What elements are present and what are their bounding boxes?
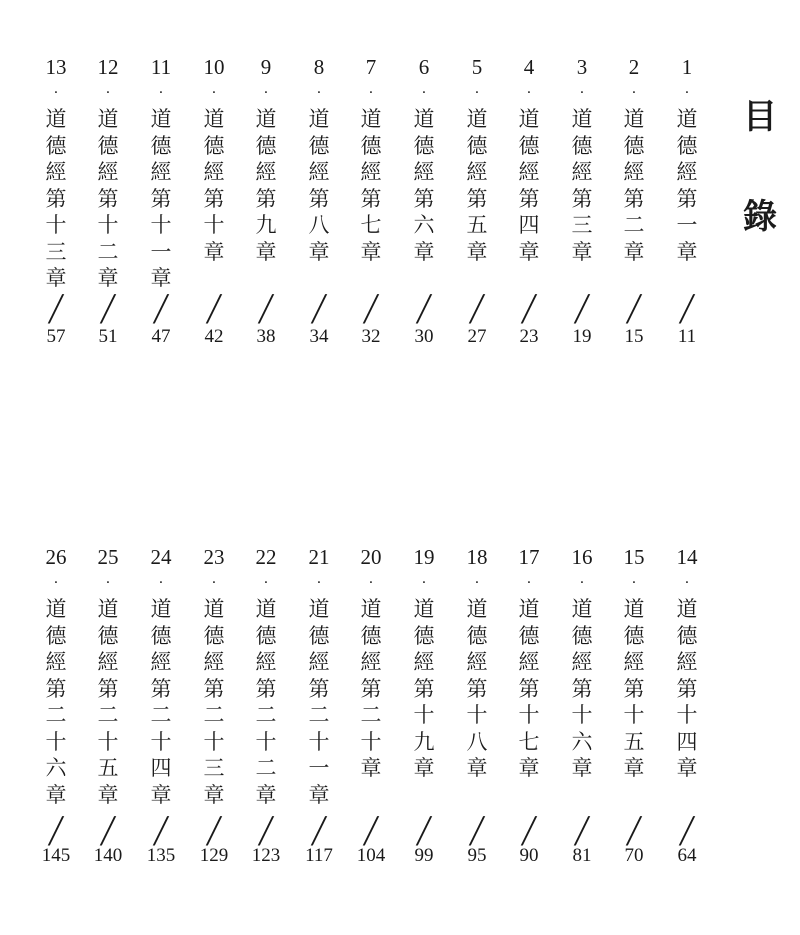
toc-entry[interactable] xyxy=(297,54,341,265)
chapter-title: 道 德 經 第 十 四 章 xyxy=(676,597,698,780)
dot-separator: · xyxy=(474,575,480,591)
chapter-number: 3 xyxy=(576,55,588,79)
toc-entry[interactable] xyxy=(349,544,393,782)
toc-entry[interactable] xyxy=(139,544,183,808)
chapter-title: 道 德 經 第 二 十 三 章 xyxy=(203,597,225,807)
slash-separator: ╱ xyxy=(153,294,169,324)
page-number: 15 xyxy=(624,326,644,347)
toc-entry[interactable] xyxy=(192,544,236,808)
dot-separator: · xyxy=(631,575,637,591)
dot-separator: · xyxy=(53,85,59,101)
chapter-title: 道 德 經 第 十 二 章 xyxy=(97,107,119,290)
page-number: 135 xyxy=(146,845,176,866)
chapter-title: 道 德 經 第 七 章 xyxy=(360,107,382,264)
toc-entry[interactable] xyxy=(139,54,183,292)
toc-entry[interactable] xyxy=(507,54,551,265)
toc-entry[interactable] xyxy=(665,54,709,265)
chapter-number: 17 xyxy=(518,545,540,569)
chapter-title: 道 德 經 第 二 十 四 章 xyxy=(150,597,172,807)
slash-separator: ╱ xyxy=(416,294,432,324)
dot-separator: · xyxy=(368,575,374,591)
chapter-title: 道 德 經 第 二 十 章 xyxy=(360,597,382,780)
dot-separator: · xyxy=(474,85,480,101)
chapter-number: 6 xyxy=(418,55,430,79)
dot-separator: · xyxy=(316,85,322,101)
page-number: 42 xyxy=(204,326,224,347)
dot-separator: · xyxy=(158,85,164,101)
slash-separator: ╱ xyxy=(48,294,64,324)
slash-separator: ╱ xyxy=(363,816,379,846)
slash-separator: ╱ xyxy=(311,294,327,324)
chapter-number: 2 xyxy=(628,55,640,79)
chapter-title: 道 德 經 第 九 章 xyxy=(255,107,277,264)
dot-separator: · xyxy=(421,85,427,101)
chapter-number: 4 xyxy=(523,55,535,79)
chapter-title: 道 德 經 第 八 章 xyxy=(308,107,330,264)
chapter-number: 20 xyxy=(360,545,382,569)
chapter-number: 5 xyxy=(471,55,483,79)
slash-separator: ╱ xyxy=(258,294,274,324)
slash-separator: ╱ xyxy=(416,816,432,846)
slash-separator: ╱ xyxy=(574,816,590,846)
slash-separator: ╱ xyxy=(626,294,642,324)
chapter-number: 12 xyxy=(97,55,119,79)
chapter-title: 道 德 經 第 三 章 xyxy=(571,107,593,264)
chapter-number: 24 xyxy=(150,545,172,569)
chapter-title: 道 德 經 第 二 十 一 章 xyxy=(308,597,330,807)
page-number: 34 xyxy=(309,326,329,347)
toc-entry[interactable] xyxy=(192,54,236,265)
chapter-title: 道 德 經 第 二 十 五 章 xyxy=(97,597,119,807)
dot-separator: · xyxy=(105,85,111,101)
dot-separator: · xyxy=(579,575,585,591)
page-number: 99 xyxy=(414,845,434,866)
toc-entry[interactable] xyxy=(34,54,78,292)
page-number: 64 xyxy=(677,845,697,866)
chapter-number: 9 xyxy=(260,55,272,79)
page-number: 47 xyxy=(151,326,171,347)
toc-entry[interactable] xyxy=(402,544,446,782)
chapter-number: 14 xyxy=(676,545,698,569)
chapter-number: 26 xyxy=(45,545,67,569)
page-number: 123 xyxy=(251,845,281,866)
chapter-number: 15 xyxy=(623,545,645,569)
toc-entry[interactable] xyxy=(612,54,656,265)
chapter-number: 19 xyxy=(413,545,435,569)
page-number: 23 xyxy=(519,326,539,347)
page-number: 95 xyxy=(467,845,487,866)
toc-entry[interactable] xyxy=(86,54,130,292)
page-number: 90 xyxy=(519,845,539,866)
slash-separator: ╱ xyxy=(100,816,116,846)
slash-separator: ╱ xyxy=(521,294,537,324)
page-number: 57 xyxy=(46,326,66,347)
toc-entry[interactable] xyxy=(560,54,604,265)
toc-entry[interactable] xyxy=(244,54,288,265)
page-number: 51 xyxy=(98,326,118,347)
page-number: 140 xyxy=(93,845,123,866)
chapter-title: 道 德 經 第 十 八 章 xyxy=(466,597,488,780)
toc-entry[interactable] xyxy=(665,544,709,782)
chapter-number: 23 xyxy=(203,545,225,569)
chapter-number: 13 xyxy=(45,55,67,79)
toc-title-char-1: 目 xyxy=(743,97,777,137)
slash-separator: ╱ xyxy=(626,816,642,846)
dot-separator: · xyxy=(526,85,532,101)
dot-separator: · xyxy=(263,575,269,591)
slash-separator: ╱ xyxy=(206,816,222,846)
chapter-title: 道 德 經 第 二 章 xyxy=(623,107,645,264)
chapter-number: 21 xyxy=(308,545,330,569)
dot-separator: · xyxy=(316,575,322,591)
page-number: 30 xyxy=(414,326,434,347)
chapter-title: 道 德 經 第 十 七 章 xyxy=(518,597,540,780)
chapter-title: 道 德 經 第 十 章 xyxy=(203,107,225,264)
dot-separator: · xyxy=(526,575,532,591)
slash-separator: ╱ xyxy=(521,816,537,846)
dot-separator: · xyxy=(211,85,217,101)
page-number: 38 xyxy=(256,326,276,347)
chapter-title: 道 德 經 第 六 章 xyxy=(413,107,435,264)
chapter-number: 8 xyxy=(313,55,325,79)
dot-separator: · xyxy=(631,85,637,101)
slash-separator: ╱ xyxy=(679,294,695,324)
toc-entry[interactable] xyxy=(560,544,604,782)
page-number: 129 xyxy=(199,845,229,866)
chapter-title: 道 德 經 第 四 章 xyxy=(518,107,540,264)
chapter-number: 16 xyxy=(571,545,593,569)
toc-entry[interactable] xyxy=(455,544,499,782)
dot-separator: · xyxy=(684,575,690,591)
dot-separator: · xyxy=(421,575,427,591)
chapter-number: 22 xyxy=(255,545,277,569)
chapter-title: 道 德 經 第 十 三 章 xyxy=(45,107,67,290)
chapter-number: 7 xyxy=(365,55,377,79)
chapter-title: 道 德 經 第 十 五 章 xyxy=(623,597,645,780)
dot-separator: · xyxy=(579,85,585,101)
chapter-title: 道 德 經 第 五 章 xyxy=(466,107,488,264)
chapter-title: 道 德 經 第 一 章 xyxy=(676,107,698,264)
page-number: 11 xyxy=(677,326,697,347)
chapter-number: 11 xyxy=(150,55,172,79)
chapter-number: 1 xyxy=(681,55,693,79)
page-number: 145 xyxy=(41,845,71,866)
chapter-title: 道 德 經 第 二 十 六 章 xyxy=(45,597,67,807)
slash-separator: ╱ xyxy=(311,816,327,846)
page-number: 70 xyxy=(624,845,644,866)
slash-separator: ╱ xyxy=(574,294,590,324)
chapter-title: 道 德 經 第 十 一 章 xyxy=(150,107,172,290)
page-number: 27 xyxy=(467,326,487,347)
toc-entry[interactable] xyxy=(455,54,499,265)
slash-separator: ╱ xyxy=(363,294,379,324)
chapter-title: 道 德 經 第 十 六 章 xyxy=(571,597,593,780)
dot-separator: · xyxy=(368,85,374,101)
toc-title xyxy=(738,95,782,295)
slash-separator: ╱ xyxy=(48,816,64,846)
dot-separator: · xyxy=(158,575,164,591)
page-number: 19 xyxy=(572,326,592,347)
toc-entry[interactable] xyxy=(86,544,130,808)
dot-separator: · xyxy=(211,575,217,591)
slash-separator: ╱ xyxy=(206,294,222,324)
chapter-title: 道 德 經 第 十 九 章 xyxy=(413,597,435,780)
chapter-title: 道 德 經 第 二 十 二 章 xyxy=(255,597,277,807)
toc-entry[interactable] xyxy=(349,54,393,265)
toc-entry[interactable] xyxy=(34,544,78,808)
slash-separator: ╱ xyxy=(469,294,485,324)
dot-separator: · xyxy=(684,85,690,101)
dot-separator: · xyxy=(105,575,111,591)
toc-entry[interactable] xyxy=(612,544,656,782)
toc-title-char-2: 錄 xyxy=(743,197,777,237)
slash-separator: ╱ xyxy=(100,294,116,324)
slash-separator: ╱ xyxy=(469,816,485,846)
toc-entry[interactable] xyxy=(507,544,551,782)
slash-separator: ╱ xyxy=(153,816,169,846)
chapter-number: 18 xyxy=(466,545,488,569)
dot-separator: · xyxy=(263,85,269,101)
toc-entry[interactable] xyxy=(402,54,446,265)
page-number: 104 xyxy=(356,845,386,866)
toc-entry[interactable] xyxy=(244,544,288,808)
dot-separator: · xyxy=(53,575,59,591)
slash-separator: ╱ xyxy=(258,816,274,846)
page-number: 117 xyxy=(305,845,333,866)
chapter-number: 10 xyxy=(203,55,225,79)
chapter-number: 25 xyxy=(97,545,119,569)
slash-separator: ╱ xyxy=(679,816,695,846)
toc-entry[interactable] xyxy=(297,544,341,808)
page-number: 32 xyxy=(361,326,381,347)
page-number: 81 xyxy=(572,845,592,866)
